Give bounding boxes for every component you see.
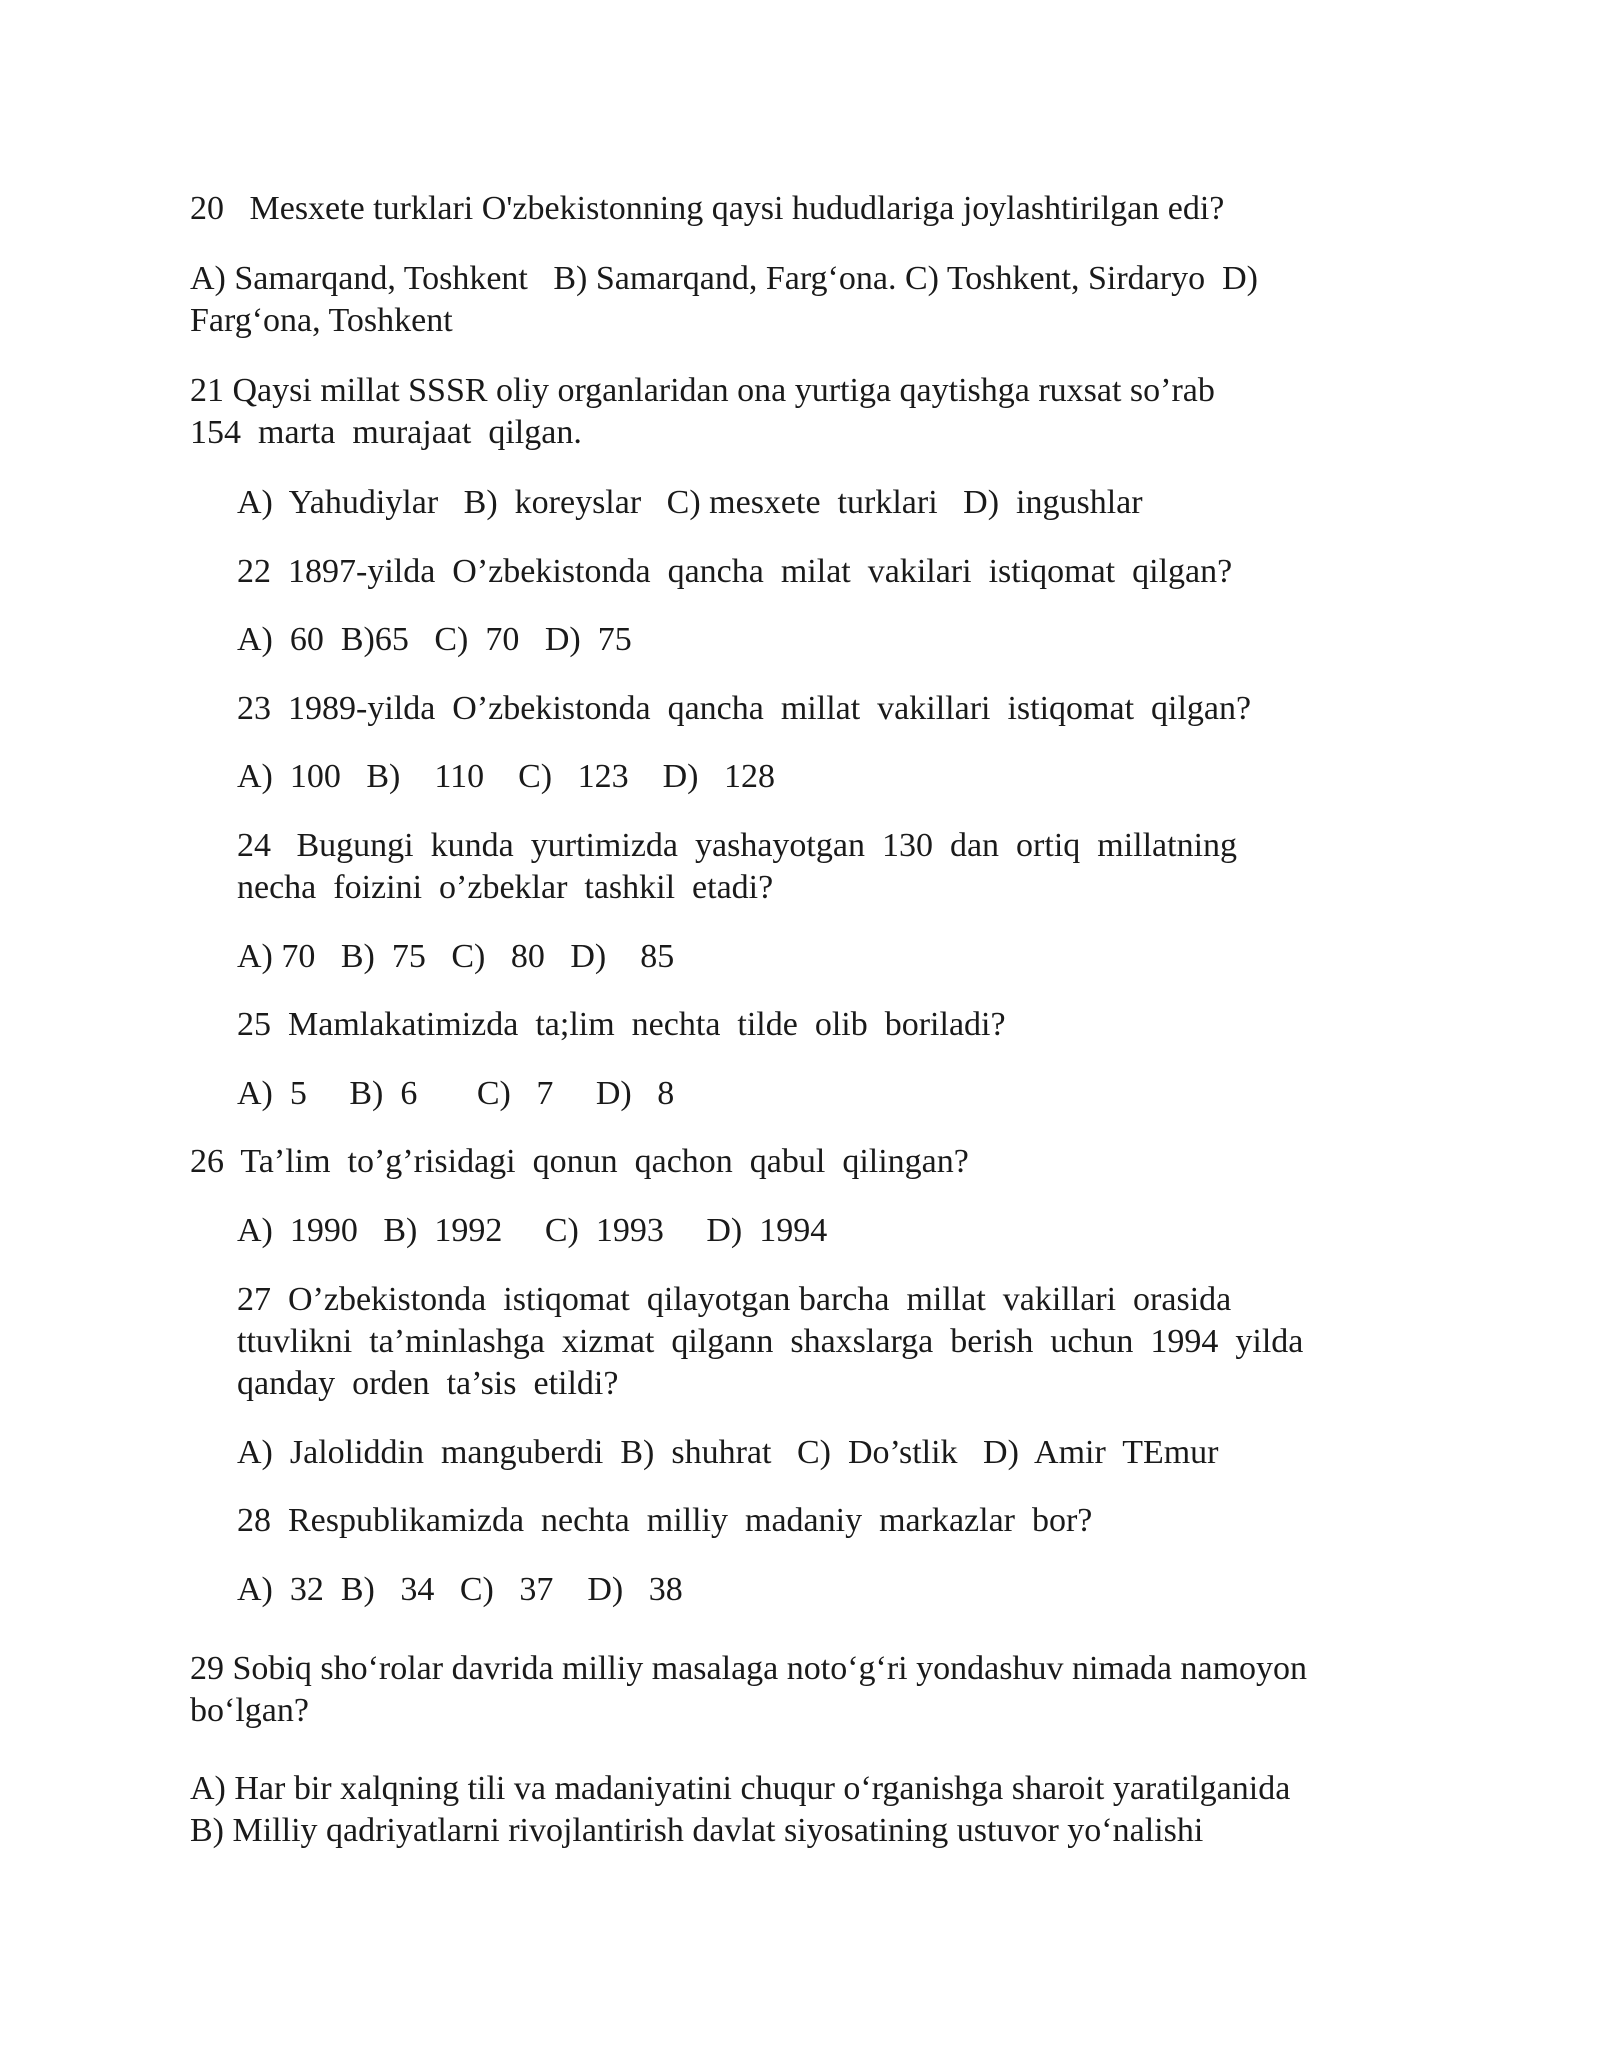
question-27-answers: A) Jaloliddin manguberdi B) shuhrat C) Do’stlik D) Amir TEmur bbox=[237, 1434, 1219, 1471]
question-27-text-line-3: qanday orden ta’sis etildi? bbox=[237, 1365, 619, 1402]
question-27-text-line-2: ttuvlikni ta’minlashga xizmat qilgann shaxslarga berish uchun 1994 yilda bbox=[237, 1323, 1304, 1360]
question-25-answers: A) 5 B) 6 C) 7 D) 8 bbox=[237, 1075, 675, 1112]
question-24-text-line-2: necha foizini o’zbeklar tashkil etadi? bbox=[237, 869, 774, 906]
question-28-text: 28 Respublikamizda nechta milliy madaniy markazlar bor? bbox=[237, 1502, 1093, 1539]
question-24-answers: A) 70 B) 75 C) 80 D) 85 bbox=[237, 938, 675, 975]
question-21-text-line-1: 21 Qaysi millat SSSR oliy organlaridan ona yurtiga qaytishga ruxsat so’rab bbox=[190, 372, 1215, 409]
question-23-answers: A) 100 B) 110 C) 123 D) 128 bbox=[237, 758, 775, 795]
question-24-text-line-1: 24 Bugungi kunda yurtimizda yashayotgan 130 dan ortiq millatning bbox=[237, 827, 1238, 864]
question-26-text: 26 Ta’lim to’g’risidagi qonun qachon qabul qilingan? bbox=[190, 1143, 969, 1180]
question-20-answers-line-1: A) Samarqand, Toshkent B) Samarqand, Farg‘ona. C) Toshkent, Sirdaryo D) bbox=[190, 260, 1258, 297]
question-21-text-line-2: 154 marta murajaat qilgan. bbox=[190, 414, 582, 451]
question-27-text-line-1: 27 O’zbekistonda istiqomat qilayotgan barcha millat vakillari orasida bbox=[237, 1281, 1232, 1318]
question-29-answer-a: A) Har bir xalqning tili va madaniyatini chuqur o‘rganishga sharoit yaratilganida bbox=[190, 1770, 1291, 1807]
question-29-answer-b: B) Milliy qadriyatlarni rivojlantirish davlat siyosatining ustuvor yo‘nalishi bbox=[190, 1812, 1204, 1849]
question-26-answers: A) 1990 B) 1992 C) 1993 D) 1994 bbox=[237, 1212, 828, 1249]
question-20-text: 20 Mesxete turklari O'zbekistonning qaysi hududlariga joylashtirilgan edi? bbox=[190, 190, 1225, 227]
question-25-text: 25 Mamlakatimizda ta;lim nechta tilde olib boriladi? bbox=[237, 1006, 1006, 1043]
question-23-text: 23 1989-yilda O’zbekistonda qancha millat vakillari istiqomat qilgan? bbox=[237, 690, 1252, 727]
question-20-answers-line-2: Farg‘ona, Toshkent bbox=[190, 302, 453, 339]
question-21-answers: A) Yahudiylar B) koreyslar C) mesxete turklari D) ingushlar bbox=[237, 484, 1143, 521]
question-22-answers: A) 60 B)65 C) 70 D) 75 bbox=[237, 621, 632, 658]
question-29-text-line-1: 29 Sobiq sho‘rolar davrida milliy masalaga noto‘g‘ri yondashuv nimada namoyon bbox=[190, 1650, 1308, 1687]
question-29-text-line-2: bo‘lgan? bbox=[190, 1692, 309, 1729]
question-28-answers: A) 32 B) 34 C) 37 D) 38 bbox=[237, 1571, 683, 1608]
question-22-text: 22 1897-yilda O’zbekistonda qancha milat vakilari istiqomat qilgan? bbox=[237, 553, 1233, 590]
